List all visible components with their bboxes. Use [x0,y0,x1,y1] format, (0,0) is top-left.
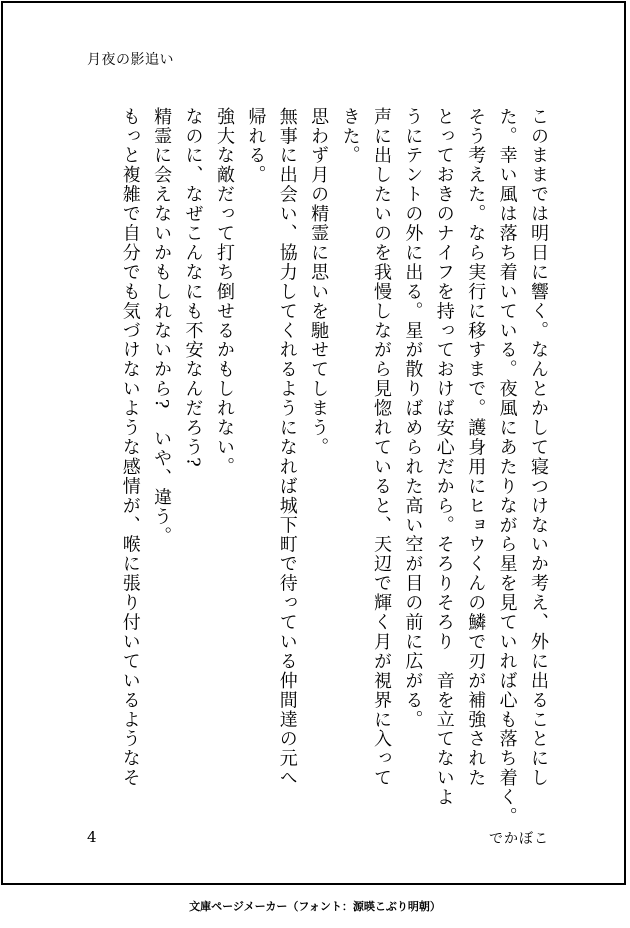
page-frame [1,1,626,885]
footer-credit: 文庫ページメーカー（フォント：源暎こぶり明朝） [189,900,441,913]
text-line: とっておきのナイフを持っておけば安心だから。そろりそろり 音を立てないよ [433,107,455,808]
text-line: 無事に出会い、協力してくれるようになれば城下町で待っている仲間達の元へ [276,107,298,788]
text-line: なのに、なぜこんなにも不安なんだろう? [182,107,204,469]
text-line: 声に出したいのを我慢しながら見惚れていると、天辺で輝く月が視界に入って [370,107,392,788]
book-title: 月夜の影追い [87,52,174,68]
text-line: 思わず月の精霊に思いを馳せてしまう。 [308,107,330,458]
text-line: 帰れる。 [245,107,267,185]
text-line: うにテントの外に出る。星が散りばめられた高い空が目の前に広がる。 [402,107,424,730]
text-line: 強大な敵だって打ち倒せるかもしれない。 [213,107,235,477]
text-line: もっと複雑で自分でも気づけないような感情が、喉に張り付いているようなそ [119,107,141,788]
text-line: 精霊に会えないかもしれないから? いや、違う。 [151,107,173,547]
text-line: きた。 [339,107,361,166]
text-line: た。幸い風は落ち着いている。夜風にあたりながら星を見ていれば心も落ち着く。 [496,107,518,827]
text-line: このままでは明日に響く。なんとかして寝つけないか考え、外に出ることにし [528,107,549,788]
text-line: そう考えた。なら実行に移すまで。護身用にヒョウくんの鱗で刃が補強された [465,107,487,788]
page-number: 4 [87,828,97,846]
vertical-body-text [114,107,554,827]
author-name: でかぼこ [489,831,549,847]
